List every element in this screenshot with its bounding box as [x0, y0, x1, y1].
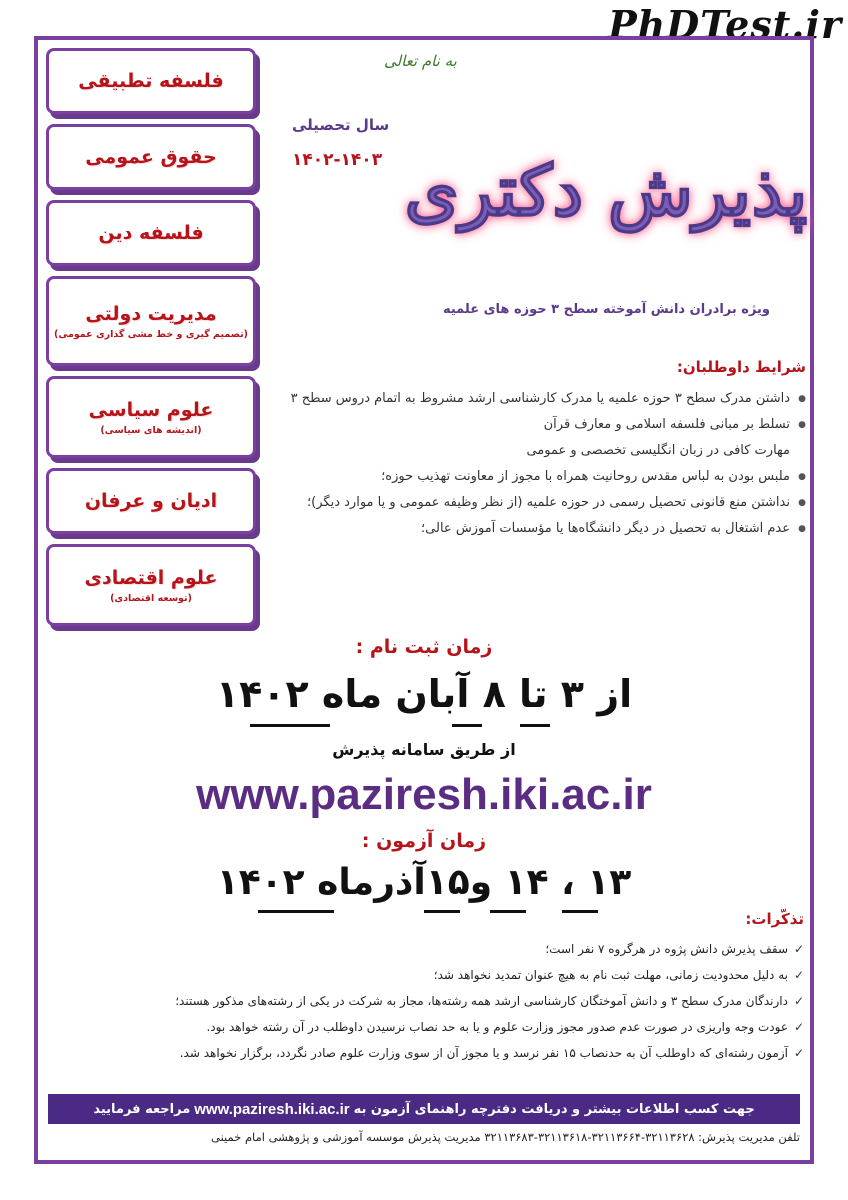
- program-list: [46, 48, 256, 636]
- academic-year-label: سال تحصیلی: [292, 116, 390, 134]
- registration-site-link[interactable]: www.paziresh.iki.ac.ir: [196, 770, 652, 819]
- condition-item: مهارت کافی در زبان انگلیسی تخصصی و عمومی: [526, 443, 790, 458]
- exam-label: زمان آزمون :: [361, 830, 487, 852]
- notes-title: تذکّرات:: [745, 910, 804, 928]
- note-item: ✓ آزمون رشته‌ای که داوطلب آن به حدنصاب ۱۵ نفر نرسد و یا مجوز آن از سوی وزارت علوم صادر نگردد، برگزار نخواهد شد.: [44, 1040, 804, 1066]
- program-title: فلسفه دین: [98, 222, 204, 244]
- date-underline: [520, 724, 550, 727]
- conditions-title: شرایط داوطلبان:: [676, 358, 806, 376]
- date-underline: [258, 910, 334, 913]
- info-banner: [48, 1094, 800, 1124]
- program-subtitle: (توسعه اقتصادی): [110, 592, 192, 604]
- program-box: [46, 376, 256, 458]
- condition-item: ● تسلط بر مبانی فلسفه اسلامی و معارف قرآن: [276, 412, 806, 438]
- condition-item: ● ملبس بودن به لباس مقدس روحانیت همراه با مجوز از معاونت تهذیب حوزه؛: [276, 464, 806, 490]
- program-title: علوم اقتصادی: [84, 566, 218, 589]
- program-title: ادیان و عرفان: [84, 490, 218, 512]
- note-item: ✓ سقف پذیرش دانش پژوه در هرگروه ۷ نفر است؛: [44, 936, 804, 962]
- date-underline: [424, 910, 460, 913]
- registration-label: زمان ثبت نام :: [355, 636, 493, 658]
- notes-list: [44, 936, 804, 1066]
- conditions-list: [276, 386, 806, 542]
- program-subtitle: (اندیشه های سیاسی): [100, 424, 202, 436]
- program-title: فلسفه تطبیقی: [78, 70, 224, 92]
- besmeh: به نام تعالی: [384, 52, 457, 70]
- contact-phones: تلفن مدیریت پذیرش: ۳۲۱۱۳۶۲۸-۳۲۱۱۳۶۶۴-۳۲۱۱۳۶۱۸-۳۲۱۱۳۶۸۳ مدیریت پذیرش موسسه آموزشی و پژوهشی امام خمینی: [211, 1130, 800, 1144]
- program-box: [46, 276, 256, 366]
- note-item: ✓ دارندگان مدرک سطح ۳ و دانش آموختگان کارشناسی ارشد همه رشته‌ها، مجاز به شرکت در یکی از رشته‌های مذکور هستند؛: [44, 988, 804, 1014]
- program-box: [46, 48, 256, 114]
- audience-note: ویژه برادران دانش آموخته سطح ۳ حوزه های علمیه: [442, 302, 770, 317]
- program-title: مدیریت دولتی: [85, 302, 217, 325]
- watermark: PhDTest.ir: [608, 2, 842, 47]
- date-underline: [562, 910, 598, 913]
- date-underline: [250, 724, 330, 727]
- condition-item: ● عدم اشتغال به تحصیل در دیگر دانشگاه‌ها یا مؤسسات آموزش عالی؛: [276, 516, 806, 542]
- condition-item: ● نداشتن منع قانونی تحصیل رسمی در حوزه علمیه (از نظر وظیفه عمومی و یا موارد دیگر)؛: [276, 490, 806, 516]
- program-box: [46, 468, 256, 534]
- program-title: حقوق عمومی: [85, 146, 217, 168]
- date-underline: [452, 724, 482, 727]
- exam-date: ۱۳ ، ۱۴ و۱۵آذرماه ۱۴۰۲: [216, 862, 632, 903]
- note-item: ✓ عودت وجه واریزی در صورت عدم صدور مجوز وزارت علوم و یا به حد نصاب نرسیدن داوطلب در آن رشته خواهد بود.: [44, 1014, 804, 1040]
- info-text-end: مراجعه فرمایید: [93, 1101, 191, 1117]
- note-item: ✓ به دلیل محدودیت زمانی، مهلت ثبت نام به هیچ عنوان تمدید نخواهد شد؛: [44, 962, 804, 988]
- program-box: [46, 200, 256, 266]
- program-title: علوم سیاسی: [88, 398, 214, 421]
- info-site-link[interactable]: www.paziresh.iki.ac.ir: [194, 1100, 350, 1118]
- condition-item: ● داشتن مدرک سطح ۳ حوزه علمیه یا مدرک کارشناسی ارشد مشروط به اتمام دروس سطح ۳: [276, 386, 806, 412]
- academic-year-range: ۱۴۰۲-۱۴۰۳: [292, 150, 383, 170]
- date-underline: [490, 910, 526, 913]
- registration-date: از ۳ تا ۸ آبان ماه ۱۴۰۲: [215, 672, 633, 716]
- info-text: جهت کسب اطلاعات بیشتر و دریافت دفترچه راهنمای آزمون به: [353, 1101, 755, 1117]
- program-box: [46, 544, 256, 626]
- headline: پذیرش دکتری: [404, 148, 808, 232]
- program-box: [46, 124, 256, 190]
- registration-via: از طریق سامانه پذیرش: [332, 740, 516, 759]
- program-subtitle: (تصمیم گیری و خط مشی گذاری عمومی): [54, 328, 249, 340]
